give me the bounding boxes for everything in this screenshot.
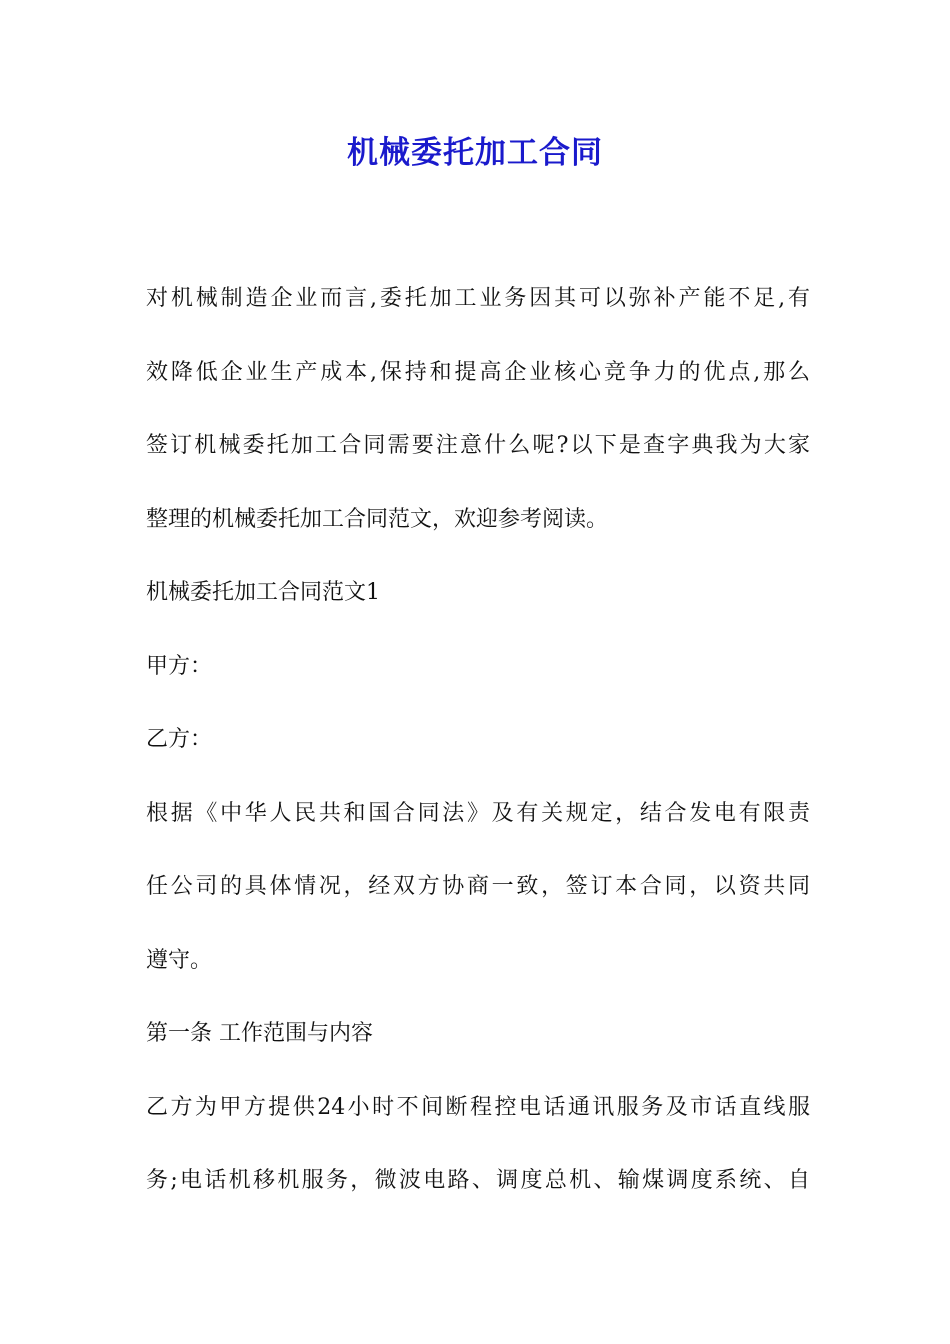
paragraph-line: 任公司的具体情况，经双方协商一致，签订本合同，以资共同 [146, 874, 810, 899]
paragraph-line: 整理的机械委托加工合同范文，欢迎参考阅读。 [146, 506, 609, 532]
paragraph-line: 签订机械委托加工合同需要注意什么呢?以下是查字典我为大家 [146, 433, 810, 458]
party-a-label: 甲方： [146, 653, 213, 679]
article-heading: 第一条 工作范围与内容 [146, 1021, 373, 1046]
document-title: 机械委托加工合同 [347, 135, 603, 171]
paragraph-line: 根据《中华人民共和国合同法》及有关规定，结合发电有限责 [146, 800, 810, 826]
paragraph-line: 务;电话机移机服务，微波电路、调度总机、输煤调度系统、自 [146, 1168, 810, 1193]
paragraph-line: 效降低企业生产成本,保持和提高企业核心竞争力的优点,那么 [146, 359, 810, 385]
paragraph-line: 对机械制造企业而言,委托加工业务因其可以弥补产能不足,有 [146, 286, 810, 311]
paragraph-line: 乙方为甲方提供24小时不间断程控电话通讯服务及市话直线服 [146, 1094, 810, 1120]
document-body [146, 262, 810, 1218]
party-b-label: 乙方： [146, 727, 213, 752]
paragraph-line: 遵守。 [146, 947, 213, 973]
section-heading: 机械委托加工合同范文1 [146, 580, 380, 605]
